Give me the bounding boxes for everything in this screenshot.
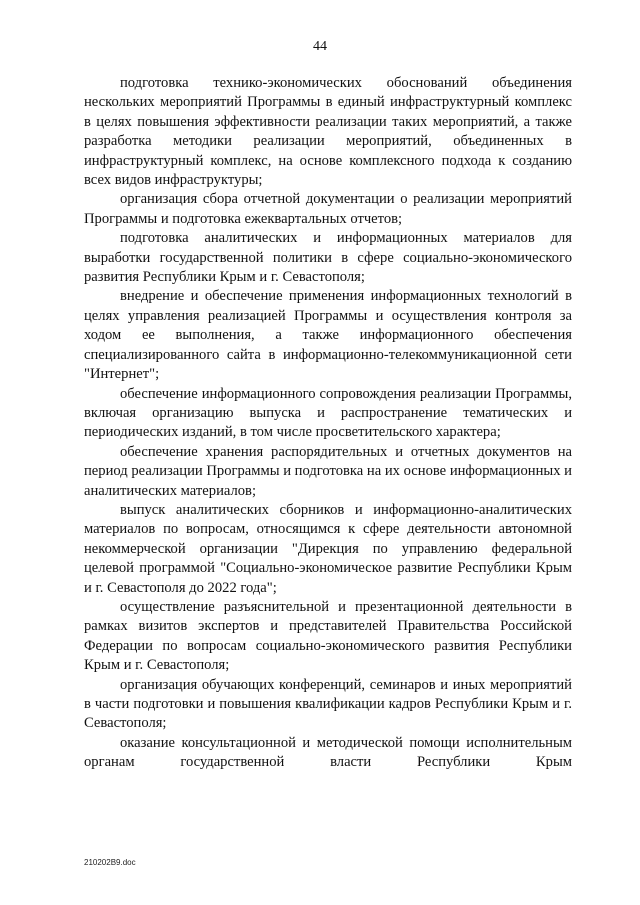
- page-number: 44: [313, 39, 327, 54]
- paragraph-presentation-activities: осуществление разъяснительной и презентационной деятельности в рамках визитов экспертов и представителей Правительства Российской Федерации по вопросам социально-экономического развития Республики Крым и г. Севастополя;: [84, 598, 572, 674]
- paragraph-feasibility-studies: подготовка технико-экономических обоснований объединения нескольких мероприятий Программы в единый инфраструктурный комплекс в целях повышения эффективности реализации таких мероприятий, а также разработка методики реализации мероприятий, объединенных в инфраструктурный комплекс, на основе комплексного подхода к созданию всех видов инфраструктуры;: [84, 75, 572, 189]
- paragraph-document-storage: обеспечение хранения распорядительных и отчетных документов на период реализации Программы и подготовка на их основе информационных и аналитических материалов;: [84, 443, 572, 499]
- paragraph-analytical-materials: подготовка аналитических и информационных материалов для выработки государственной политики в сфере социально-экономического развития Республики Крым и г. Севастополя;: [84, 230, 572, 286]
- paragraph-information-support: обеспечение информационного сопровождения реализации Программы, включая организацию выпуска и распространение тематических и периодических изданий, в том числе просветительского характера;: [84, 385, 572, 441]
- paragraph-reporting: организация сбора отчетной документации о реализации мероприятий Программы и подготовка ежеквартальных отчетов;: [84, 191, 572, 227]
- paragraph-consulting-assistance: оказание консультационной и методической помощи исполнительным органам государственной власти Республики Крым: [84, 734, 572, 771]
- paragraph-analytical-publications: выпуск аналитических сборников и информационно-аналитических материалов по вопросам, относящимся к сфере деятельности автономной некоммерческой организации "Дирекция по управлению федеральной целевой программой "Социально-экономическое развитие Республики Крым и г. Севастополя до 2022 года";: [84, 501, 572, 596]
- paragraph-information-technologies: внедрение и обеспечение применения информационных технологий в целях управления реализацией Программы и осуществления контроля за ходом ее выполнения, а также информационного обеспечения специализированного сайта в информационно-телекоммуникационной сети "Интернет";: [84, 288, 572, 383]
- paragraph-training-conferences: организация обучающих конференций, семинаров и иных мероприятий в части подготовки и повышения квалификации кадров Республики Крым и г. Севастополя;: [84, 676, 572, 732]
- document-filename: 210202B9.doc: [84, 858, 136, 867]
- document-body: [84, 74, 572, 773]
